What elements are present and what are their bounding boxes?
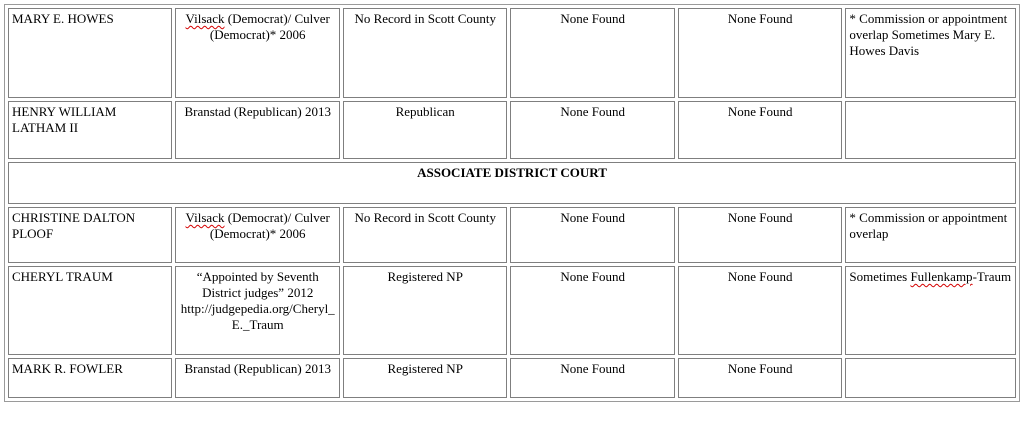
notes <box>845 266 1016 355</box>
party-record: No Record in Scott County <box>343 8 507 98</box>
notes <box>845 358 1016 398</box>
judge-name: MARK R. FOWLER <box>8 358 172 398</box>
party-record: Registered NP <box>343 358 507 398</box>
notes-part2: Fullenkamp <box>910 269 973 284</box>
appointed-by <box>175 207 339 263</box>
notes-part3: -Traum <box>972 269 1012 284</box>
table-row <box>8 101 1016 159</box>
appointed-by-url: http://judgepedia.org/Cheryl_E._Traum <box>180 301 335 332</box>
column-4-value: None Found <box>510 358 674 398</box>
judge-name: CHRISTINE DALTON PLOOF <box>8 207 172 263</box>
column-5-value: None Found <box>678 358 842 398</box>
appointed-by-part2: (Democrat)/ Culver (Democrat)* 2006 <box>209 210 330 241</box>
column-5-value: None Found <box>678 101 842 159</box>
table-row <box>8 266 1016 355</box>
notes-part1: Sometimes <box>849 269 911 284</box>
judge-name: MARY E. HOWES <box>8 8 172 98</box>
party-record: No Record in Scott County <box>343 207 507 263</box>
column-5-value: None Found <box>678 207 842 263</box>
column-5-value: None Found <box>678 8 842 98</box>
appointed-by-part1: Vilsack <box>185 210 225 225</box>
section-heading-row <box>8 162 1016 204</box>
column-4-value: None Found <box>510 8 674 98</box>
appointed-by-quote: “Appointed by Seventh District judges” 2012 <box>196 269 319 300</box>
appointed-by <box>175 266 339 355</box>
appointed-by: Branstad (Republican) 2013 <box>175 101 339 159</box>
column-4-value: None Found <box>510 266 674 355</box>
appointed-by-part1: Vilsack <box>185 11 225 26</box>
party-record: Republican <box>343 101 507 159</box>
appointed-by: Branstad (Republican) 2013 <box>175 358 339 398</box>
table-row <box>8 8 1016 98</box>
column-4-value: None Found <box>510 207 674 263</box>
notes <box>845 101 1016 159</box>
table-row <box>8 358 1016 398</box>
appointed-by-part2: (Democrat)/ Culver (Democrat)* 2006 <box>209 11 330 42</box>
notes: * Commission or appointment overlap Sometimes Mary E. Howes Davis <box>845 8 1016 98</box>
column-4-value: None Found <box>510 101 674 159</box>
party-record: Registered NP <box>343 266 507 355</box>
section-heading: ASSOCIATE DISTRICT COURT <box>8 162 1016 204</box>
judge-name: HENRY WILLIAM LATHAM II <box>8 101 172 159</box>
table-row <box>8 207 1016 263</box>
notes: * Commission or appointment overlap <box>845 207 1016 263</box>
column-5-value: None Found <box>678 266 842 355</box>
appointed-by <box>175 8 339 98</box>
judges-table <box>4 4 1020 402</box>
judge-name: CHERYL TRAUM <box>8 266 172 355</box>
